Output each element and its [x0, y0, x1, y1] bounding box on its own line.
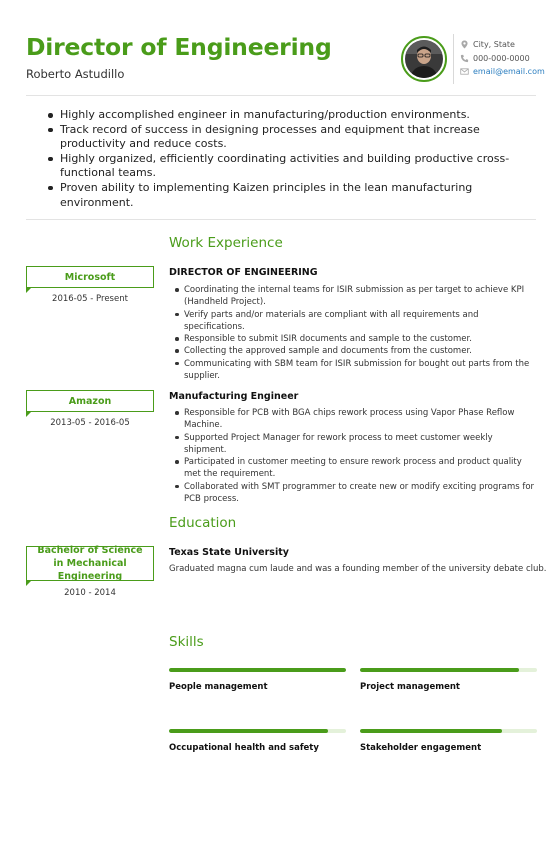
job-bullet: Verify parts and/or materials are compliant with all requirements and specifications. — [170, 309, 536, 334]
location-pin-icon — [460, 40, 469, 49]
skills-heading: Skills — [169, 634, 204, 650]
skill-name: People management — [169, 682, 268, 692]
job-title: Manufacturing Engineer — [169, 391, 299, 402]
phone-icon — [460, 54, 469, 63]
email-icon — [460, 67, 469, 76]
job-bullets — [170, 407, 536, 505]
skill-name: Occupational health and safety — [169, 743, 319, 753]
skill-item — [360, 668, 537, 692]
email-link[interactable]: email@email.com — [473, 67, 545, 76]
job-bullet: Participated in customer meeting to ensure rework process and product quality met the requirement. — [170, 456, 536, 481]
skill-level-bar — [360, 729, 537, 733]
skill-level-bar — [169, 668, 346, 672]
education-heading: Education — [169, 515, 237, 531]
job-dates: 2016-05 - Present — [52, 294, 128, 304]
company-tag-amazon: Amazon — [26, 390, 154, 412]
job-bullet: Supported Project Manager for rework process to meet customer weekly shipment. — [170, 432, 536, 457]
avatar — [401, 36, 447, 82]
skill-item — [169, 729, 346, 753]
job-bullet: Responsible for PCB with BGA chips rework process using Vapor Phase Reflow Machine. — [170, 407, 536, 432]
phone-text: 000-000-0000 — [473, 54, 530, 63]
skill-level-fill — [169, 668, 346, 672]
job-bullets — [170, 284, 536, 382]
person-name: Roberto Astudillo — [26, 67, 125, 81]
contact-email[interactable] — [460, 66, 545, 77]
summary-item: Track record of success in designing processes and equipment that increase productivity and reduce costs. — [46, 123, 526, 152]
company-tag-microsoft: Microsoft — [26, 266, 154, 288]
skill-name: Stakeholder engagement — [360, 743, 482, 753]
job-bullet: Collaborated with SMT programmer to create new or modify exciting programs for PCB process. — [170, 481, 536, 506]
resume-header — [0, 0, 560, 95]
summary-item: Proven ability to implementing Kaizen principles in the lean manufacturing environment. — [46, 181, 526, 210]
divider — [26, 219, 536, 220]
job-bullet: Responsible to submit ISIR documents and sample to the customer. — [170, 333, 536, 345]
summary-item: Highly organized, efficiently coordinating activities and building productive cross-functional teams. — [46, 152, 526, 181]
education-description: Graduated magna cum laude and was a founding member of the university debate club. — [169, 564, 547, 574]
page-title: Director of Engineering — [26, 33, 332, 61]
profile-photo-icon — [405, 40, 443, 78]
job-bullet: Communicating with SBM team for ISIR submission for bought out parts from the supplier. — [170, 358, 536, 383]
contact-location — [460, 39, 515, 50]
skill-item — [169, 668, 346, 692]
summary-list — [46, 108, 526, 210]
skill-level-bar — [169, 729, 346, 733]
job-bullet: Coordinating the internal teams for ISIR submission as per target to achieve KPI (Handheld Project). — [170, 284, 536, 309]
summary-item: Highly accomplished engineer in manufacturing/production environments. — [46, 108, 526, 123]
location-text: City, State — [473, 40, 515, 49]
skill-item — [360, 729, 537, 753]
skill-level-fill — [360, 729, 502, 733]
header-divider — [453, 34, 454, 84]
contact-phone — [460, 53, 530, 64]
work-experience-heading: Work Experience — [169, 235, 283, 251]
job-bullet: Collecting the approved sample and documents from the customer. — [170, 345, 536, 357]
skill-level-bar — [360, 668, 537, 672]
divider — [26, 95, 536, 96]
skill-level-fill — [360, 668, 519, 672]
education-dates: 2010 - 2014 — [64, 588, 116, 598]
degree-tag: Bachelor of Science in Mechanical Engineering — [26, 546, 154, 581]
job-dates: 2013-05 - 2016-05 — [50, 418, 130, 428]
skill-level-fill — [169, 729, 328, 733]
job-title: DIRECTOR OF ENGINEERING — [169, 267, 318, 278]
school-name: Texas State University — [169, 547, 289, 558]
skill-name: Project management — [360, 682, 460, 692]
